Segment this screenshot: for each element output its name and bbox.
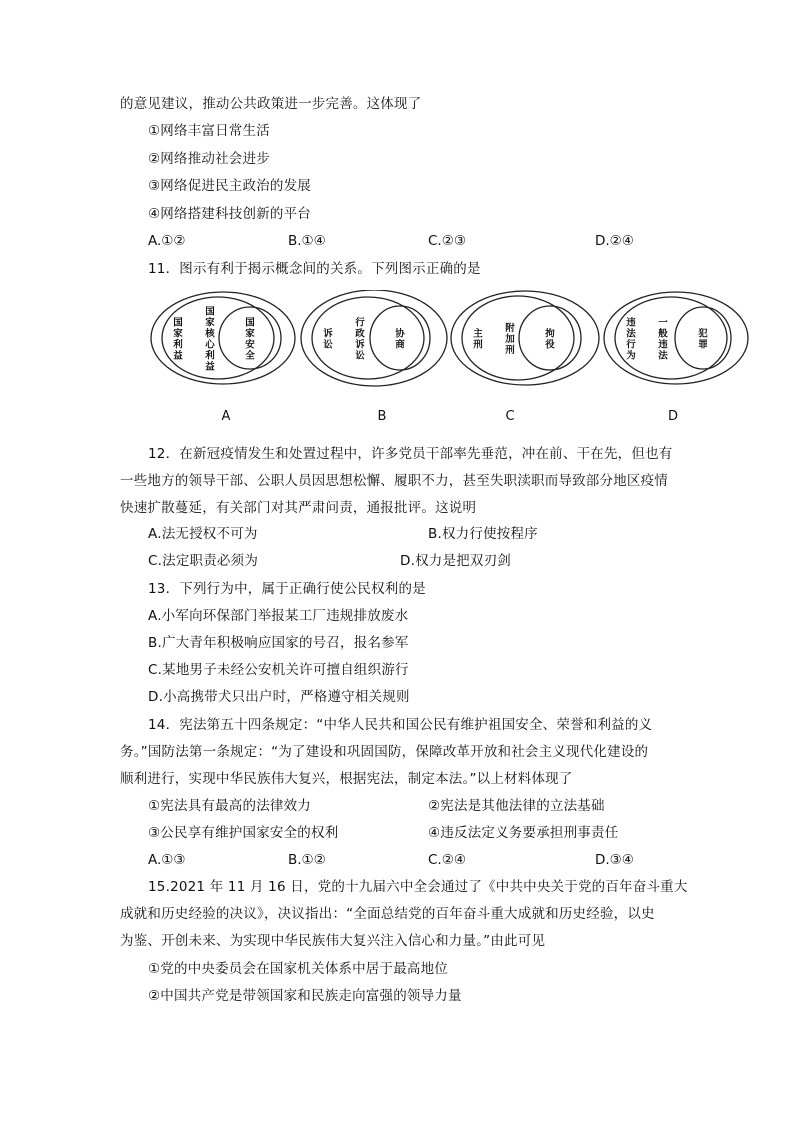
middle-label: 加	[505, 334, 515, 345]
q10-choice-d: D.②④	[595, 233, 634, 249]
outer-label: 违	[626, 317, 636, 329]
middle-label: 利	[205, 350, 215, 362]
inner-label: 国	[245, 317, 255, 329]
q15-item-1: ①党的中央委员会在国家机关体系中居于最高地位	[148, 961, 449, 977]
diagram-b	[301, 290, 447, 424]
q14-item-1: ①宪法具有最高的法律效力	[148, 798, 312, 814]
q15-stem-line-1: 15.2021 年 11 月 16 日，党的十九届六中全会通过了《中共中央关于党的百年奋斗重大	[148, 879, 688, 895]
diagram-letter: C	[505, 409, 515, 424]
q13-choice-c: C.某地男子未经公安机关许可擅自组织游行	[148, 662, 409, 678]
middle-label: 家	[205, 317, 215, 329]
inner-label: 商	[395, 339, 405, 351]
q14-item-2: ②宪法是其他法律的立法基础	[428, 798, 605, 814]
q10-item-1: ①网络丰富日常生活	[148, 123, 270, 139]
middle-label: 刑	[505, 345, 515, 356]
q14-stem-line-2: 务。”国防法第一条规定：“为了建设和巩固国防，保障改革开放和社会主义现代化建设的	[120, 744, 649, 760]
q10-choice-c: C.②③	[428, 233, 466, 249]
inner-label: 役	[545, 339, 555, 351]
middle-label: 核	[205, 328, 215, 340]
q12-choice-a: A.法无授权不可为	[148, 526, 258, 542]
q10-choice-b: B.①④	[288, 233, 326, 249]
middle-label: 心	[205, 339, 215, 351]
outer-label: 国	[173, 317, 183, 329]
outer-label: 刑	[473, 339, 483, 351]
outer-label: 为	[626, 350, 636, 362]
diagram-c	[451, 291, 599, 424]
q14-item-3: ③公民享有维护国家安全的权利	[148, 825, 339, 841]
q10-item-4: ④网络搭建科技创新的平台	[148, 206, 312, 222]
middle-label: 诉	[355, 339, 365, 351]
q15-stem-line-3: 为鉴、开创未来、为实现中华民族伟大复兴注入信心和力量。”由此可见	[120, 933, 546, 949]
q12-stem-line-1: 12．在新冠疫情发生和处置过程中，许多党员干部率先垂范，冲在前、干在先，但也有	[148, 446, 673, 462]
q14-item-4: ④违反法定义务要承担刑事责任	[428, 825, 619, 841]
outer-label: 益	[173, 350, 183, 362]
q12-stem-line-3: 快速扩散蔓延，有关部门对其严肃问责，通报批评。这说明	[120, 500, 477, 516]
q13-choice-b: B.广大青年积极响应国家的号召，报名参军	[148, 635, 409, 651]
q14-choice-c: C.②④	[428, 852, 466, 868]
q14-stem-line-3: 顺利进行，实现中华民族伟大复兴，根据宪法，制定本法。”以上材料体现了	[120, 771, 573, 787]
inner-label: 安	[245, 339, 255, 351]
q12-choice-d: D.权力是把双刃剑	[400, 553, 511, 569]
q11-stem: 11．图示有利于揭示概念间的关系。下列图示正确的是	[148, 261, 481, 277]
outer-label: 家	[173, 328, 183, 340]
inner-label: 全	[245, 350, 255, 362]
q15-item-2: ②中国共产党是带领国家和民族走向富强的领导力量	[148, 988, 462, 1004]
q13-choice-a: A.小军向环保部门举报某工厂违规排放废水	[148, 608, 409, 624]
q11-diagrams	[145, 290, 755, 435]
inner-label: 家	[245, 328, 255, 340]
q13-stem: 13．下列行为中，属于正确行使公民权利的是	[148, 581, 426, 597]
q10-item-2: ②网络推动社会进步	[148, 151, 270, 167]
q14-stem-line-1: 14．宪法第五十四条规定：“中华人民共和国公民有维护祖国安全、荣誉和利益的义	[148, 717, 653, 733]
q10-item-3: ③网络促进民主政治的发展	[148, 178, 312, 194]
q12-choice-b: B.权力行使按程序	[428, 526, 538, 542]
middle-label: 政	[355, 328, 365, 340]
inner-label: 拘	[545, 328, 555, 340]
middle-label: 违	[658, 339, 668, 351]
middle-label: 国	[205, 306, 215, 318]
middle-label: 行	[355, 317, 365, 329]
outer-label: 诉	[323, 328, 333, 340]
inner-label: 协	[395, 328, 405, 340]
outer-label: 讼	[323, 339, 333, 351]
middle-label: 法	[658, 350, 668, 362]
q14-choice-b: B.①②	[288, 852, 326, 868]
middle-label: 益	[205, 361, 215, 373]
inner-label: 犯	[698, 328, 708, 340]
outer-label: 利	[173, 339, 183, 351]
diagram-letter: B	[377, 409, 387, 424]
middle-label: 附	[505, 323, 515, 334]
q14-choice-a: A.①③	[148, 852, 186, 868]
q12-stem-line-2: 一些地方的领导干部、公职人员因思想松懈、履职不力，甚至失职渎职而导致部分地区疫情	[120, 473, 668, 489]
outer-label: 行	[626, 339, 636, 351]
diagram-a	[151, 292, 295, 424]
middle-label: 一	[658, 317, 668, 329]
q12-choice-c: C.法定职责必须为	[148, 553, 259, 569]
q10-choice-a: A.①②	[148, 233, 186, 249]
q13-choice-d: D.小高携带犬只出户时，严格遵守相关规则	[148, 689, 410, 705]
q15-stem-line-2: 成就和历史经验的决议》，决议指出：“全面总结党的百年奋斗重大成就和历史经验，以史	[120, 906, 655, 922]
q14-choice-d: D.③④	[595, 852, 634, 868]
diagram-d	[604, 292, 748, 424]
diagram-letter: D	[667, 409, 679, 424]
inner-label: 罪	[698, 339, 708, 351]
outer-label: 法	[626, 328, 636, 340]
outer-label: 主	[473, 328, 483, 340]
diagram-letter: A	[221, 409, 231, 424]
middle-label: 讼	[355, 350, 365, 362]
q10-stem-tail: 的意见建议，推动公共政策进一步完善。这体现了	[120, 96, 422, 112]
middle-label: 般	[658, 328, 668, 340]
